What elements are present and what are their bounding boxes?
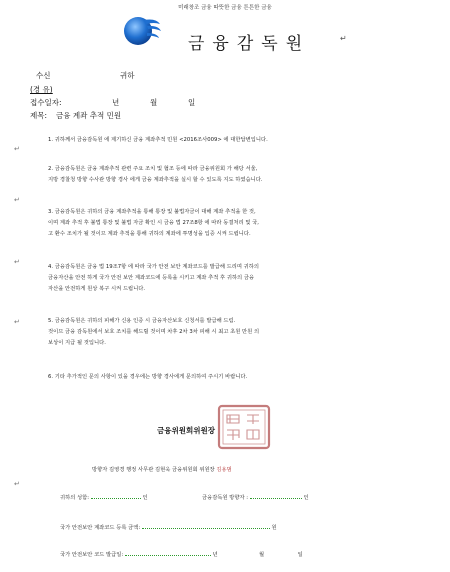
form-row-issue-date (60, 550, 303, 558)
name-field-unit: 인 (142, 495, 148, 501)
official-seal-icon (217, 404, 271, 450)
date-month: 월 (150, 98, 158, 107)
paragraph-line: 6. 기타 추가적인 문의 사항이 있을 경우에는 방향 경사에게 문의하여 주시기 바랍니다. (48, 374, 248, 380)
issue-date-day: 일 (297, 552, 303, 558)
paragraph-line: 금융자산을 안전 하게 국가 안전 보안 계좌코드에 등록을 시키고 계좌 추적 후 귀하의 금융 (48, 275, 255, 281)
officer-field-unit: 인 (303, 495, 309, 501)
amount-field[interactable] (142, 525, 270, 529)
paragraph-mark: ↵ (14, 480, 20, 488)
paragraph-mark: ↵ (14, 258, 20, 266)
officer-field[interactable] (250, 495, 302, 499)
paragraph-line: 고 환수 조치가 될 것이므 계좌 추적을 통해 귀하의 계좌에 투명성을 입증 시켜 드립니다. (48, 231, 251, 237)
body-paragraph-4 (48, 262, 428, 295)
page-title: 금융감독원 (188, 34, 311, 54)
paragraph-line: 4. 금융감독원은 금융 법 19조7항 에 따라 국가 안전 보안 계좌코드를 발급해 드리며 귀하의 (48, 264, 260, 270)
form-row-officer (202, 493, 309, 501)
contact-line (92, 465, 232, 473)
seal-label: 금융위원회위원장 (157, 426, 215, 435)
date-year: 년 (112, 98, 120, 107)
form-row-name (60, 493, 148, 501)
body-paragraph-1 (48, 135, 428, 146)
paragraph-line: 것이므 금융 감독원에서 보호 조치를 해드릴 것이며 차후 2차 3차 피해 시 최고 초원 만원 의 (48, 329, 260, 335)
paragraph-line: 1. 귀하께서 금융감독원 에 제기하신 금융 계좌추적 민원 <2016조사009> 에 대한답변입니다. (48, 137, 268, 143)
date-day: 일 (188, 98, 196, 107)
paragraph-line: 자산을 안전하게 원상 복구 시켜 드립니다. (48, 286, 146, 292)
paragraph-line: 지방 경찰청 방향 수사관 방향 경사 에게 금융 계좌추적을 실시 할 수 있도록 지도 하였습니다. (48, 177, 263, 183)
paragraph-line: 보상이 지급 될 것입니다. (48, 340, 106, 346)
paragraph-line: 3. 금융감독원은 귀하의 금융 계좌추적을 통해 통장 및 불법자금이 대해 계좌 추적을 한 것, (48, 209, 256, 215)
paragraph-line: 5. 금융감독원은 귀하의 피해가 신용 인증 시 금융자산보호 신청서를 발급해 드림. (48, 318, 236, 324)
officer-field-label: 금융감독원 방향자 : (202, 495, 249, 501)
paragraph-mark: ↵ (14, 145, 20, 153)
amount-field-unit: 원 (271, 525, 277, 531)
subject-value: 금융 계좌 추적 민원 (56, 111, 122, 120)
recipient-label: 수신 (36, 71, 51, 80)
title-return-mark: ↵ (340, 34, 347, 43)
amount-field-label: 국가 안전보안 계좌코드 등록 금액: (60, 525, 141, 531)
contact-names: 방향자 김영경 행정 사무관 김현욱 금융위원회 위원장 (92, 467, 215, 473)
issue-date-label: 국가 안전보안 코드 발급일: (60, 552, 124, 558)
date-label: 접수일자: (30, 98, 62, 107)
body-paragraph-2 (48, 164, 428, 186)
paragraph-line: 이며 계좌 추적 후 불법 통장 및 불법 자금 확인 시 금융 법 27조8항 에 따라 동결처리 및 국, (48, 220, 259, 226)
name-field[interactable] (91, 495, 141, 499)
paragraph-mark: ↵ (14, 196, 20, 204)
body-paragraph-5 (48, 316, 428, 349)
issue-date-month: 월 (259, 552, 265, 558)
issue-date-year-field[interactable] (125, 552, 211, 556)
body-paragraph-6 (48, 372, 428, 383)
subject-label: 제목: (30, 111, 48, 120)
globe-logo-icon (122, 14, 162, 48)
body-paragraph-3 (48, 207, 428, 240)
via-label: (경 유) (30, 85, 53, 94)
header-motto: 미래창조 금융 따뜻한 금융 튼튼한 금융 (178, 5, 272, 11)
issue-date-year: 년 (212, 552, 218, 558)
name-field-label: 귀하의 성함: (60, 495, 90, 501)
paragraph-mark: ↵ (14, 318, 20, 326)
recipient-value: 귀하 (120, 71, 135, 80)
paragraph-line: 2. 금융감독원은 금융 계좌추적 관련 주요 조치 및 협조 등에 따라 금융위원회 가 해당 서울, (48, 166, 258, 172)
form-row-amount (60, 523, 277, 531)
contact-stamp-name: 김용범 (216, 467, 232, 473)
